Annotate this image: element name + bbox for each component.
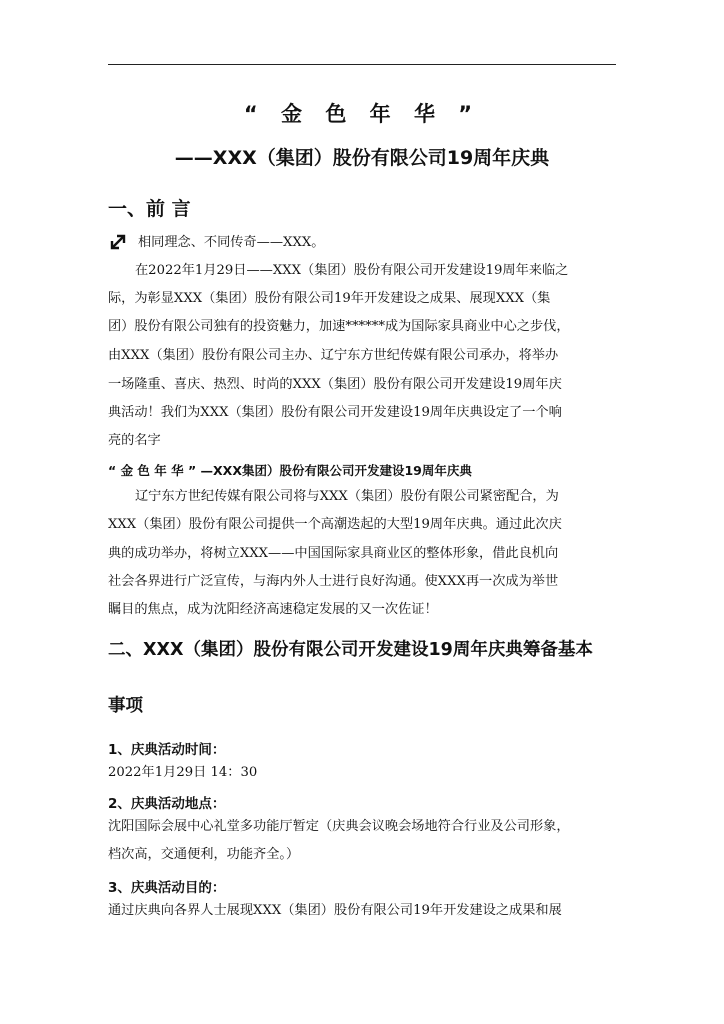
- para2-line: XXX（集团）股份有限公司提供一个高潮迭起的大型19周年庆典。通过此次庆: [108, 517, 562, 532]
- section2-heading-cont: 事项: [108, 696, 143, 716]
- para1-line: 典活动！我们为XXX（集团）股份有限公司开发建设19周年庆典设定了一个响: [108, 405, 562, 420]
- section2-heading: 二、XXX（集团）股份有限公司开发建设19周年庆典筹备基本: [108, 640, 593, 660]
- item2-heading: 2、庆典活动地点：: [108, 796, 226, 812]
- header-rule: [108, 64, 616, 65]
- item1-heading: 1、庆典活动时间：: [108, 742, 226, 758]
- para1-line: 由XXX（集团）股份有限公司主办、辽宁东方世纪传媒有限公司承办，将举办: [108, 348, 559, 363]
- diagonal-arrow-icon: [109, 233, 127, 251]
- para1-line: 团）股份有限公司独有的投资魅力，加速******成为国际家具商业中心之步伐，: [108, 319, 570, 334]
- motto-text: 相同理念、不同传奇——XXX。: [138, 235, 325, 250]
- title-slogan: “ 金 色 年 华 ”: [243, 102, 481, 126]
- para2-line: 瞩目的焦点，成为沈阳经济高速稳定发展的又一次佐证！: [108, 602, 438, 617]
- section1-heading: 一、前 言: [108, 198, 191, 220]
- item2-text-line: 档次高，交通便利，功能齐全。）: [108, 847, 300, 862]
- item3-heading: 3、庆典活动目的：: [108, 880, 226, 896]
- para1-line: 亮的名字: [108, 433, 161, 448]
- item1-text: 2022年1月29日 14：30: [108, 765, 258, 780]
- para2-line: 典的成功举办，将树立XXX——中国国际家具商业区的整体形象，借此良机向: [108, 546, 559, 561]
- para1-line: 一场隆重、喜庆、热烈、时尚的XXX（集团）股份有限公司开发建设19周年庆: [108, 377, 562, 392]
- para1-line: 在2022年1月29日——XXX（集团）股份有限公司开发建设19周年来临之: [135, 263, 569, 278]
- item2-text-line: 沈阳国际会展中心礼堂多功能厅暂定（庆典会议晚会场地符合行业及公司形象，: [108, 819, 570, 834]
- item3-text: 通过庆典向各界人士展现XXX（集团）股份有限公司19年开发建设之成果和展: [108, 903, 562, 918]
- para1-line: 际，为彰显XXX（集团）股份有限公司19年开发建设之成果、展现XXX（集: [108, 291, 551, 306]
- slogan-line: “ 金 色 年 华 ” —XXX集团）股份有限公司开发建设19周年庆典: [108, 463, 472, 478]
- title-main: ——XXX（集团）股份有限公司19周年庆典: [174, 147, 550, 169]
- para2-line: 社会各界进行广泛宣传，与海内外人士进行良好沟通。使XXX再一次成为举世: [108, 574, 559, 589]
- para2-line: 辽宁东方世纪传媒有限公司将与XXX（集团）股份有限公司紧密配合，为: [135, 489, 559, 504]
